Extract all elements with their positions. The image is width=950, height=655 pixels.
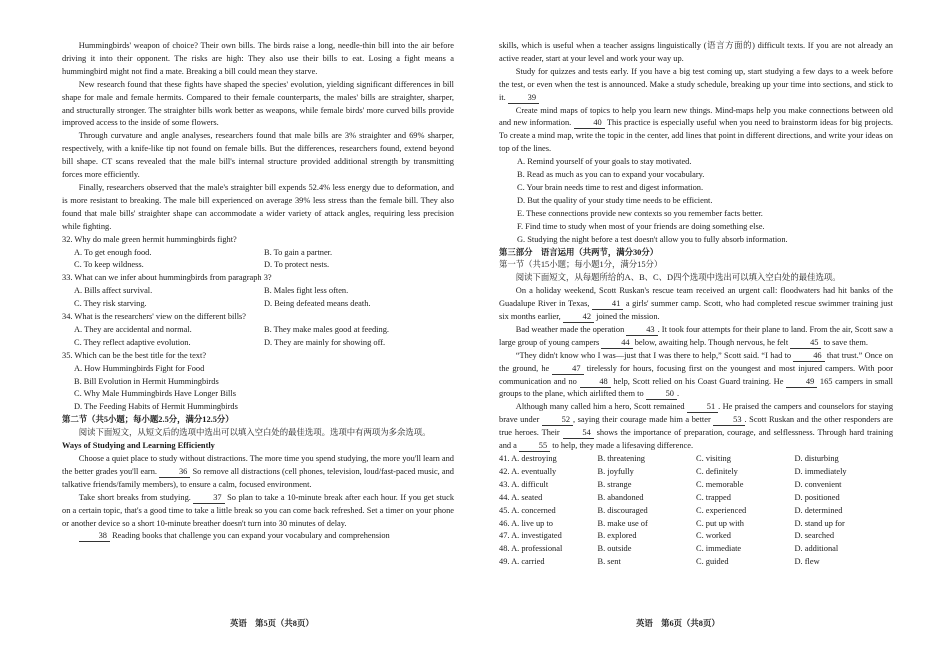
option-row — [499, 466, 893, 479]
option-c: C. To keep wildness. — [74, 260, 144, 270]
option-cell: 42. A. eventually — [499, 466, 557, 476]
option-cell: C. visiting — [696, 454, 731, 463]
cloze-text: tirelessly for hours, focusing first on the youngest and most injured campers. With poor communication and no — [499, 363, 894, 386]
option-cell: B. strange — [597, 479, 632, 489]
cloze-text: joined the mission. — [596, 312, 660, 322]
cloze-text: . Scott Ruskan and the other responders are true heroes. Their — [499, 415, 893, 438]
option-cell: 47. A. investigated — [499, 531, 562, 541]
blank-38: 38 — [79, 531, 110, 542]
cloze-text: . He praised the campers and counselors for staying brave under — [499, 402, 894, 425]
cloze-text: Although many called him a hero, Scott remained — [515, 402, 685, 412]
option-row — [499, 453, 893, 466]
option-c: C. Your brain needs time to rest and digest information. — [517, 182, 704, 192]
paragraph-text: Choose a quiet place to study without distractions. The more time you spend studying, the more you'll learn and the better grades you'll earn. — [62, 454, 454, 476]
option-c: C. They reflect adaptive evolution. — [74, 337, 191, 347]
blank-49: 49 — [786, 377, 817, 388]
option-cell: B. abandoned — [597, 492, 644, 502]
option-row — [499, 543, 893, 556]
cloze-paragraph — [499, 350, 893, 402]
passage-paragraph — [62, 453, 454, 492]
blank-40: 40 — [574, 118, 605, 129]
page-footer-right: 英语 第6页（共8页） — [636, 619, 720, 628]
option-b: B. They make males good at feeding. — [264, 324, 389, 334]
right-column — [499, 40, 893, 569]
blank-47: 47 — [552, 364, 583, 375]
blank-44: 44 — [601, 338, 632, 349]
passage-title: Ways of Studying and Learning Efficiently — [62, 441, 215, 451]
cloze-text: . — [676, 389, 680, 399]
option-a: A. They are accidental and normal. — [74, 324, 192, 334]
option-cell: D. determined — [794, 505, 843, 515]
option-cell: 44. A. seated — [499, 492, 543, 502]
option-d: D. Being defeated means death. — [264, 299, 371, 309]
option-cell: D. stand up for — [794, 518, 845, 528]
option-cell: C. memorable — [696, 479, 744, 489]
paragraph-text: Study for quizzes and tests early. If you have a big test coming up, start studying a few days to a week before the test, or even when the test is announced. Make a study schedule, breaking up your time into sections, and stick to it. — [499, 66, 893, 102]
section-instructions: 阅读下面短文，从短文后的选项中选出可以填入空白处的最佳选项。选项中有两项为多余选项。 — [78, 428, 431, 438]
option-c: C. They risk starving. — [74, 299, 147, 309]
blank-41: 41 — [592, 299, 623, 310]
paragraph-text: So plan to take a 10-minute break after each hour. If you get stuck on a certain topic, that's a good time to take a little break so you can come back refreshed. Set a timer on your phone or another device so a short 10-minute breather doesn't turn into 30 minutes of delay. — [62, 492, 455, 528]
section-heading: 第二节（共5小题；每小题2.5分，满分12.5分） — [62, 415, 234, 425]
option-cell: D. flew — [794, 557, 820, 567]
option-cell: D. convenient — [794, 479, 842, 489]
question-35 — [62, 350, 454, 415]
option-cell: 49. A. carried — [499, 557, 545, 567]
option-cell: B. discouraged — [597, 505, 648, 515]
option-cell: 48. A. professional — [499, 544, 563, 554]
blank-39: 39 — [508, 93, 539, 104]
option-cell: C. put up with — [696, 518, 744, 528]
paragraph-text: Create mind maps of topics to help you learn new things. Mind-maps help you make connections between old and new information. — [499, 105, 893, 128]
option-cell: 43. A. difficult — [499, 479, 549, 489]
passage-paragraph — [62, 530, 454, 543]
option-b: B. Males fight less often. — [264, 286, 349, 296]
cloze-text: On a holiday weekend, Scott Ruskan's rescue team received an urgent call: floodwaters had hit banks of the Guadalupe River in Texas, — [499, 286, 893, 309]
option-cell: B. outside — [597, 544, 632, 554]
blank-55: 55 — [519, 441, 550, 452]
cloze-text: to help, they made a lifesaving difference. — [552, 441, 694, 451]
cloze-paragraph — [499, 401, 893, 453]
option-b: B. To gain a partner. — [264, 247, 333, 257]
blank-43: 43 — [626, 325, 657, 336]
option-cell: 41. A. destroying — [499, 454, 557, 463]
option-cell: D. disturbing — [794, 454, 839, 463]
option-e: E. These connections provide new contexts so you remember facts better. — [517, 208, 763, 218]
cloze-text: below, awaiting help. Though nervous, he felt — [634, 337, 789, 347]
option-row — [499, 492, 893, 505]
question-33 — [62, 272, 454, 311]
option-cell: B. sent — [597, 557, 621, 567]
option-cell: B. joyfully — [597, 466, 634, 476]
passage-paragraph — [499, 66, 893, 105]
option-cell: C. experienced — [696, 505, 747, 515]
blank-53: 53 — [713, 415, 744, 426]
option-cell: C. guided — [696, 557, 729, 567]
cloze-text: to save them. — [823, 337, 868, 347]
part-heading: 第三部分 语言运用（共两节，满分30分） — [499, 247, 659, 257]
paragraph-text: Reading books that challenge you can expand your vocabulary and comprehension — [112, 531, 390, 541]
cloze-text: shows the importance of preparation, courage, and selflessness. Through hard training and a — [499, 428, 894, 451]
cloze-text: “They didn't know who I was—just that I was there to help,” Scott said. “I had to — [515, 350, 792, 360]
cloze-paragraph — [499, 285, 893, 324]
option-cell: B. threatening — [597, 454, 645, 463]
left-column — [62, 40, 454, 543]
option-cell: B. explored — [597, 531, 637, 541]
option-a: A. How Hummingbirds Fight for Food — [74, 363, 205, 373]
option-row — [499, 530, 893, 543]
option-row — [499, 556, 893, 569]
passage-paragraph: Finally, researchers observed that the male's straighter bill expends 52.4% less energy due to deformation, and is more resistant to breaking. The male bill experienced on average 39% less stress than the female bill. They also found that male bills' straighter shape can accommodate a wider variety of attack angles, requiring less precision while fighting. — [62, 182, 454, 231]
paragraph-text: Take short breaks from studying. — [78, 492, 191, 502]
option-a: A. Bills affect survival. — [74, 286, 153, 296]
option-a: A. Remind yourself of your goals to stay motivated. — [517, 157, 692, 167]
option-c: C. Why Male Hummingbirds Have Longer Bills — [74, 389, 236, 399]
blank-45: 45 — [790, 338, 821, 349]
option-b: B. Read as much as you can to expand your vocabulary. — [517, 170, 705, 180]
cloze-text: . It took four attempts for their plane to land. From the air, Scott saw a large group of young campers — [499, 324, 893, 347]
option-d: D. To protect nests. — [264, 260, 330, 270]
option-cell: D. immediately — [794, 466, 847, 476]
passage-paragraph: New research found that these fights have shaped the species' evolution, yielding significant differences in bill shape for male and female hermits. Compared to their female counterparts, the males' bills are straighter, sharper, and structurally stronger. The straighter bills work better as weapons, while female birds' more curved bills provide improved access to the inside of some flowers. — [62, 79, 454, 128]
option-cell: 45. A. concerned — [499, 505, 556, 515]
question-text: 32. Why do male green hermit hummingbirds fight? — [62, 234, 237, 244]
cloze-text: , saying their courage made him a better — [573, 415, 711, 425]
question-text: 34. What is the researchers' view on the different bills? — [62, 312, 246, 322]
option-row — [499, 479, 893, 492]
option-cell: D. positioned — [794, 492, 840, 502]
question-text: 35. Which can be the best title for the text? — [62, 350, 207, 360]
section-heading: 第一节（共15小题；每小题1分，满分15分） — [499, 260, 663, 270]
cloze-options-table — [499, 453, 893, 569]
option-d: D. But the quality of your study time needs to be efficient. — [517, 195, 713, 205]
passage-paragraph — [62, 492, 454, 531]
page-footer-left: 英语 第5页（共8页） — [230, 619, 314, 628]
blank-37: 37 — [193, 493, 224, 504]
option-g: G. Studying the night before a test doesn't allow you to fully absorb information. — [517, 234, 788, 244]
passage-paragraph: Through curvature and angle analyses, researchers found that male bills are 3% straighter and 69% sharper, respectively, with a knife-like tip not found on female bills. But the differences, researchers found, extend beyond bill shape. CT scans revealed that the male bill's internal structure provided additional strength by transmitting forces more efficiently. — [62, 131, 454, 180]
option-cell: 46. A. live up to — [499, 518, 553, 528]
option-cell: C. worked — [696, 531, 731, 541]
question-34 — [62, 311, 454, 350]
question-text: 33. What can we infer about hummingbirds from paragraph 3? — [62, 273, 272, 283]
cloze-text: Bad weather made the operation — [515, 324, 625, 334]
cloze-text: that trust.” Once on the ground, he — [499, 350, 894, 373]
section-instructions: 阅读下面短文，从每题所给的A、B、C、D四个选项中选出可以填入空白处的最佳选项。 — [515, 273, 841, 283]
blank-48: 48 — [580, 377, 611, 388]
paragraph-text: So remove all distractions (cell phones, television, loud/fast-paced music, and talkative friends/family members), to ensure a calm, focused environment. — [62, 466, 454, 489]
option-row — [499, 518, 893, 531]
option-f: F. Find time to study when most of your friends are doing something else. — [517, 221, 765, 231]
blank-46: 46 — [793, 351, 824, 362]
option-row — [499, 505, 893, 518]
paragraph-text: This practice is especially useful when you need to brainstorm ideas for big projects. To create a mind map, write the topic in the center, add lines that point in different directions, and write your ideas on top of the lines. — [499, 118, 893, 154]
option-d: D. They are mainly for showing off. — [264, 337, 386, 347]
blank-42: 42 — [563, 312, 594, 323]
option-cell: C. trapped — [696, 492, 731, 502]
passage-paragraph: skills, which is useful when a teacher assigns linguistically (语言方面的) difficult texts. If you are not already an active reader, start at your level and work your way up. — [499, 41, 893, 63]
question-32 — [62, 234, 454, 273]
cloze-text: 165 campers in small groups to the plane, which airlifted them to — [499, 376, 894, 399]
blank-54: 54 — [563, 428, 594, 439]
passage-paragraph — [499, 105, 893, 157]
blank-50: 50 — [646, 389, 677, 400]
option-b: B. Bill Evolution in Hermit Hummingbirds — [74, 376, 219, 386]
cloze-paragraph — [499, 324, 893, 350]
blank-36: 36 — [159, 467, 190, 478]
option-cell: B. make use of — [597, 518, 648, 528]
cloze-text: help, Scott relied on his Coast Guard training. He — [613, 376, 784, 386]
blank-52: 52 — [542, 415, 573, 426]
option-a: A. To get enough food. — [74, 247, 152, 257]
option-cell: D. additional — [794, 544, 839, 554]
answer-options — [499, 156, 893, 246]
blank-51: 51 — [687, 402, 718, 413]
option-d: D. The Feeding Habits of Hermit Hummingbirds — [74, 402, 238, 412]
passage-paragraph: Hummingbirds' weapon of choice? Their own bills. The birds raise a long, needle-thin bill into the air before driving it into their opponent. The risks are high: They also use their bills to eat. Losing a fight means a hummingbird might not find a mate. Breaking a bill could mean they starve. — [62, 41, 454, 76]
option-cell: C. immediate — [696, 544, 742, 554]
option-cell: D. searched — [794, 531, 835, 541]
option-cell: C. definitely — [696, 466, 738, 476]
cloze-text: a girls' summer camp. Scott, who had completed rescue swimmer training just six months earlier, — [499, 299, 894, 322]
